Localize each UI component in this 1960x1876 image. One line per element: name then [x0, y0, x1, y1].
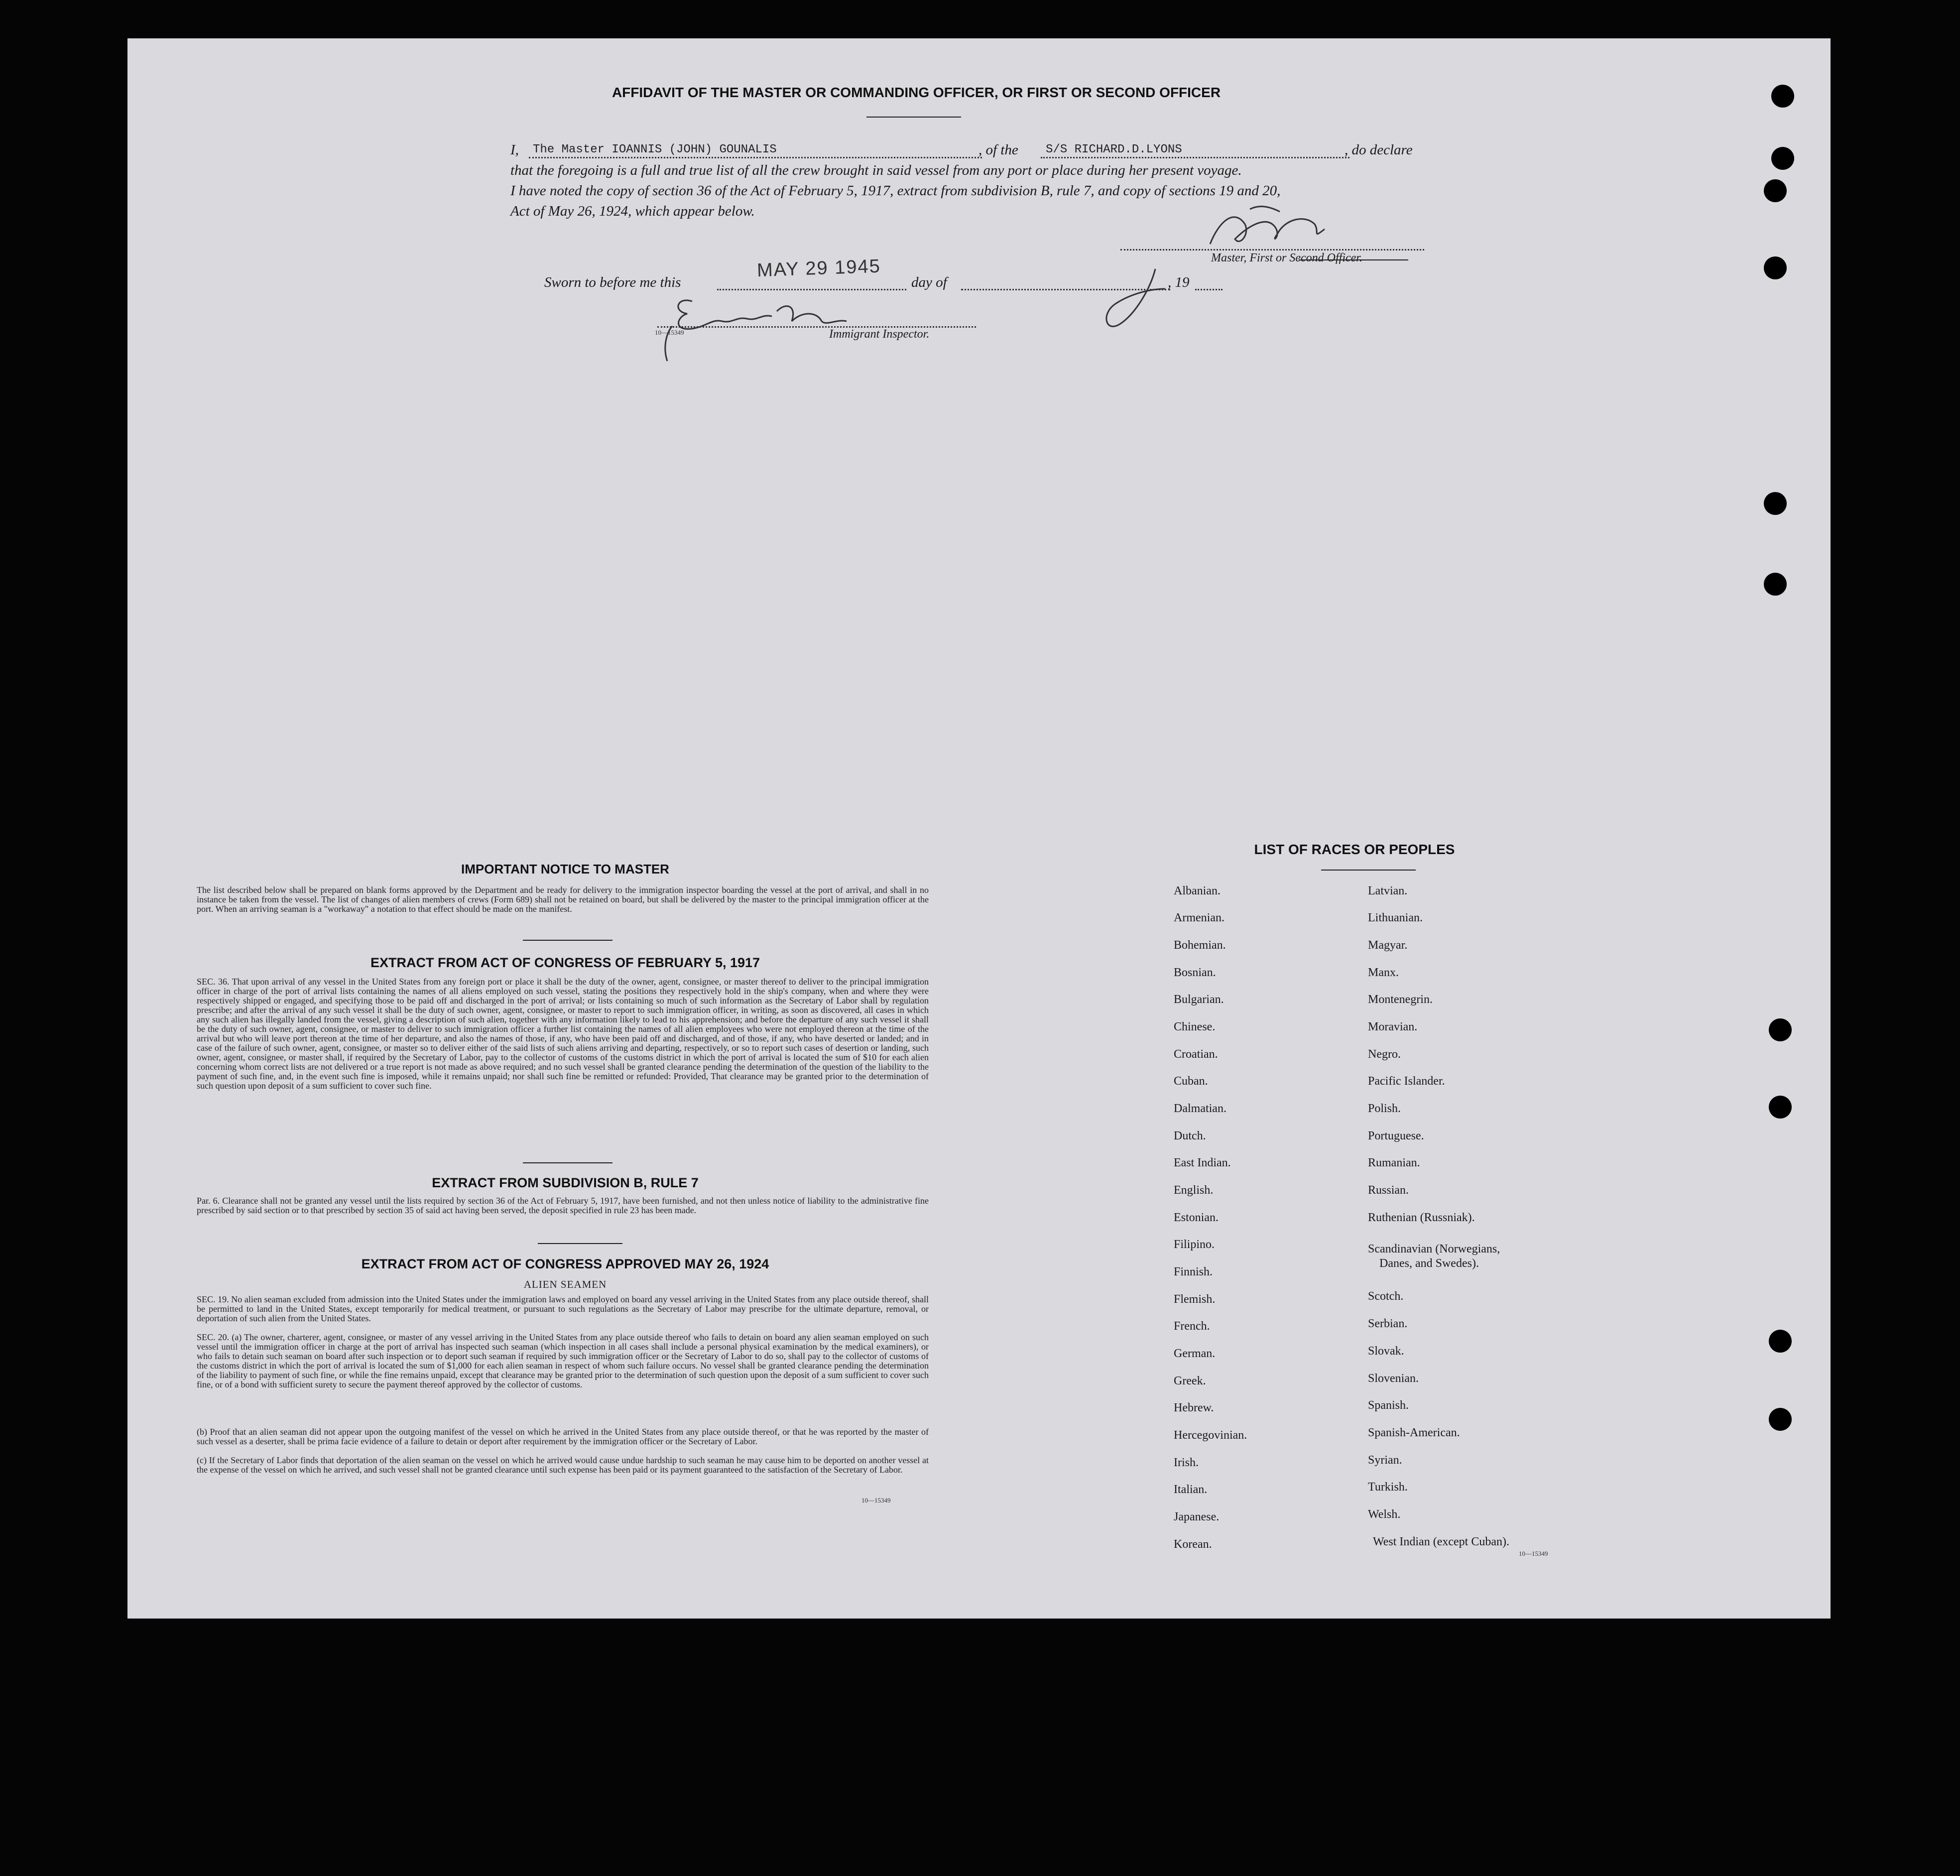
race-item: French.	[1174, 1320, 1210, 1333]
master-name-line	[529, 157, 982, 158]
race-item: Hercegovinian.	[1174, 1429, 1247, 1442]
date-stamp: MAY 29 1945	[756, 255, 881, 281]
race-item: Flemish.	[1174, 1293, 1216, 1306]
race-item: Albanian.	[1174, 884, 1221, 897]
sworn-label: Sworn to before me this	[544, 274, 681, 290]
race-item: Bulgarian.	[1174, 993, 1224, 1006]
race-item: Polish.	[1368, 1102, 1401, 1115]
race-item: Slovenian.	[1368, 1372, 1419, 1385]
signature-flourish	[1096, 259, 1175, 334]
punch-hole	[1764, 492, 1787, 515]
year-label: , 19	[1168, 274, 1190, 290]
of-the-label: , of the	[979, 142, 1018, 158]
master-signature-line	[1120, 249, 1424, 250]
race-item: Magyar.	[1368, 939, 1408, 952]
section-20c-text: (c) If the Secretary of Labor finds that deportation of the alien seaman on the vessel on which he arrived would cause undue hardship to such seaman he may cause him to be deported on another vessel at the expense of the vessel on which he arrived, and such vessel shall not be granted clearance until such expense has been paid or its payment guaranteed to the satisfaction of the Secretary of Labor.	[197, 1455, 929, 1475]
strikeout-line	[1299, 259, 1408, 260]
notice-title: IMPORTANT NOTICE TO MASTER	[461, 862, 669, 876]
race-item: Italian.	[1174, 1483, 1208, 1496]
vessel-name-line	[1041, 157, 1349, 158]
extract-1924-subtitle: ALIEN SEAMEN	[523, 1278, 607, 1290]
form-number: 10—15349	[1519, 1550, 1548, 1557]
punch-hole	[1769, 1330, 1792, 1353]
affidavit-line2: that the foregoing is a full and true list of all the crew brought in said vessel from any port or place during her present voyage.	[510, 162, 1242, 178]
race-item: Finnish.	[1174, 1265, 1213, 1278]
punch-hole	[1764, 573, 1787, 596]
master-name-field: The Master IOANNIS (JOHN) GOUNALIS	[533, 143, 777, 156]
race-item: English.	[1174, 1184, 1214, 1197]
divider	[538, 1243, 622, 1244]
punch-hole	[1771, 85, 1794, 108]
punch-hole	[1764, 256, 1787, 279]
section-20b-text: (b) Proof that an alien seaman did not appear upon the outgoing manifest of the vessel on which he arrived in the United States from any place outside thereof, or that he was reported by the master of such vessel as a deserter, shall be prima facie evidence of a failure to detain or deport after requirement by the immigration officer or the Secretary of Labor.	[197, 1427, 929, 1446]
race-item: Negro.	[1368, 1048, 1401, 1061]
divider	[523, 1162, 612, 1163]
divider	[1321, 870, 1416, 871]
race-item: Filipino.	[1174, 1238, 1215, 1251]
rule7-title: EXTRACT FROM SUBDIVISION B, RULE 7	[432, 1175, 699, 1190]
section-19-text: SEC. 19. No alien seaman excluded from admission into the United States under the immigration laws and employed on board any vessel arriving in the United States from any place outside thereof, shall be permitted to land in the United States, except temporarily for medical treatment, or pursuant to such regulations as the Secretary of Labor may prescribe for the ultimate departure, removal, or deportation of such alien from the United States.	[197, 1294, 929, 1323]
extract-1924-title: EXTRACT FROM ACT OF CONGRESS APPROVED MAY 26, 1924	[361, 1256, 769, 1271]
race-item: Irish.	[1174, 1456, 1199, 1469]
race-item: Bosnian.	[1174, 966, 1216, 979]
affidavit-line4: Act of May 26, 1924, which appear below.	[510, 203, 755, 219]
race-item: Hebrew.	[1174, 1401, 1214, 1414]
race-item: Korean.	[1174, 1538, 1212, 1551]
punch-hole	[1769, 1408, 1792, 1431]
race-item: Japanese.	[1174, 1510, 1220, 1523]
race-item: Croatian.	[1174, 1048, 1218, 1061]
race-item: Scandinavian (Norwegians,	[1368, 1243, 1500, 1255]
race-item: Spanish-American.	[1368, 1426, 1460, 1439]
notice-text: The list described below shall be prepared on blank forms approved by the Department and be ready for delivery to the immigration inspector boarding the vessel at the port of arrival, and shall in no instance be taken from the vessel. The list of changes of alien members of crews (Form 689) shall not be retained on board, but shall be delivered by the master to the principal immigration officer at the port. When an arriving seaman is a "workaway" a notation to that effect should be made on the manifest.	[197, 885, 929, 914]
race-item: Latvian.	[1368, 884, 1408, 897]
race-item: East Indian.	[1174, 1156, 1231, 1169]
section-20a-text: SEC. 20. (a) The owner, charterer, agent, consignee, or master of any vessel arriving in the United States from any place outside thereof who fails to detain on board any alien seaman employed on such vessel until the immigration officer in charge at the port of arrival has inspected such seaman (which inspection in all cases shall include a personal physical examination by the medical examiners), or who fails to detain such seaman on board after such inspection or to deport such seaman if required by such immigration officer or the Secretary of Labor to do so, shall pay to the collector of customs of the customs district in which the port of arrival is located the sum of $1,000 for each alien seaman in respect of whom such failure occurs. No vessel shall be granted clearance pending the determination of the liability to payment of such fine, or while the fine remains unpaid, except that clearance may be granted prior to the determination of such question upon the deposit of a sum sufficient to cover such fine, or of a bond with sufficient surety to secure the payment thereof approved by the collector of customs.	[197, 1332, 929, 1389]
race-item: Dutch.	[1174, 1129, 1206, 1142]
race-item: Estonian.	[1174, 1211, 1219, 1224]
race-item: Chinese.	[1174, 1020, 1216, 1033]
punch-hole	[1764, 179, 1787, 202]
race-item: Montenegrin.	[1368, 993, 1433, 1006]
race-item: Ruthenian (Russniak).	[1368, 1211, 1475, 1224]
races-title: LIST OF RACES OR PEOPLES	[1254, 842, 1455, 857]
form-number: 10—15349	[861, 1497, 891, 1504]
race-item: Pacific Islander.	[1368, 1075, 1445, 1088]
vessel-name-field: S/S RICHARD.D.LYONS	[1046, 143, 1182, 156]
year-line	[1195, 289, 1223, 290]
race-item: Dalmatian.	[1174, 1102, 1226, 1115]
race-item: Syrian.	[1368, 1454, 1402, 1467]
inspector-signature	[657, 291, 857, 366]
race-item: Bohemian.	[1174, 939, 1226, 952]
punch-hole	[1769, 1096, 1792, 1119]
race-item: Moravian.	[1368, 1020, 1418, 1033]
affidavit-title: AFFIDAVIT OF THE MASTER OR COMMANDING OFFICER, OR FIRST OR SECOND OFFICER	[612, 85, 1221, 100]
punch-hole	[1771, 147, 1794, 170]
extract-1917-title: EXTRACT FROM ACT OF CONGRESS OF FEBRUARY 5, 1917	[370, 955, 760, 970]
affidavit-line1-prefix: I,	[510, 142, 519, 158]
race-item: Lithuanian.	[1368, 911, 1423, 924]
extract-1917-text: SEC. 36. That upon arrival of any vessel in the United States from any foreign port or place it shall be the duty of the owner, agent, consignee, or master thereof to deliver to the principal immigration officer in charge of the port of arrival lists containing the names of all aliens employed on such vessel, stating the positions they respectively hold in the ship's company, when and where they were respectively shipped or engaged, and specifying those to be paid off and discharged in the port of arrival; or lists containing so much of such information as the Secretary of Labor shall by regulation prescribe; and after the arrival of any such vessel it shall be the duty of such owner, agent, consignee, or master to report to such immigration officer, in writing, as soon as discovered, all cases in which any such alien has illegally landed from the vessel, giving a description of such alien, together with any information likely to lead to his apprehension; and before the departure of any such vessel it shall be the duty of such owner, agent, consignee, or master to deliver to such immigration officer a further list containing the names of all alien employees who were not employed thereon at the time of the arrival but who will leave port thereon at the time of her departure, and also the names of those, if any, who have been paid off and discharged, and of those, if any, who have deserted or landed; and in case of the failure of such owner, agent, consignee, or master so to deliver either of the said lists of such aliens arriving and departing, respectively, or so to report such cases of desertion or landing, such owner, agent, consignee, or master shall, if required by the Secretary of Labor, pay to the collector of customs of the customs district in which the port of arrival is located the sum of $10 for each alien concerning whom correct lists are not delivered or a true report is not made as above required; and no such vessel shall be granted clearance pending the determination of the question of the liability to the payment of such fine, and, in the event such fine is imposed, while it remains unpaid; nor shall such fine be remitted or refunded: Provided, That clearance may be granted prior to the determination of such question upon deposit of a sum sufficient to cover such fine.	[197, 977, 929, 1091]
race-item: Manx.	[1368, 966, 1399, 979]
race-item: Serbian.	[1368, 1317, 1408, 1330]
do-declare-label: , do declare	[1345, 142, 1413, 158]
race-item: Danes, and Swedes).	[1379, 1257, 1479, 1270]
race-item: Spanish.	[1368, 1399, 1409, 1412]
race-item: Rumanian.	[1368, 1156, 1420, 1169]
divider	[523, 940, 612, 941]
form-number: 10—15349	[655, 329, 684, 336]
rule7-text: Par. 6. Clearance shall not be granted any vessel until the lists required by section 36 of the Act of February 5, 1917, have been furnished, and not then unless notice of liability to the administrative fine prescribed by said section or to that prescribed by section 35 of said act having been served, the deposit specified in rule 23 has been made.	[197, 1196, 929, 1215]
race-item: Welsh.	[1368, 1508, 1401, 1521]
divider	[866, 117, 961, 118]
race-item: Turkish.	[1368, 1481, 1408, 1494]
race-item: Russian.	[1368, 1184, 1409, 1197]
race-item: Slovak.	[1368, 1345, 1404, 1358]
inspector-label: Immigrant Inspector.	[829, 328, 930, 341]
race-item: Greek.	[1174, 1375, 1206, 1387]
race-item: Scotch.	[1368, 1290, 1404, 1303]
sworn-date-line	[717, 289, 906, 290]
race-item: Portuguese.	[1368, 1129, 1424, 1142]
race-item: German.	[1174, 1347, 1216, 1360]
master-label: Master, First or Second Officer.	[1211, 251, 1362, 264]
day-of-label: day of	[911, 274, 947, 290]
race-item: West Indian (except Cuban).	[1373, 1535, 1509, 1548]
punch-hole	[1769, 1018, 1792, 1041]
race-item: Armenian.	[1174, 911, 1225, 924]
affidavit-line3: I have noted the copy of section 36 of the Act of February 5, 1917, extract from subdivision B, rule 7, and copy of sections 19 and 20,	[510, 183, 1281, 199]
race-item: Cuban.	[1174, 1075, 1208, 1088]
